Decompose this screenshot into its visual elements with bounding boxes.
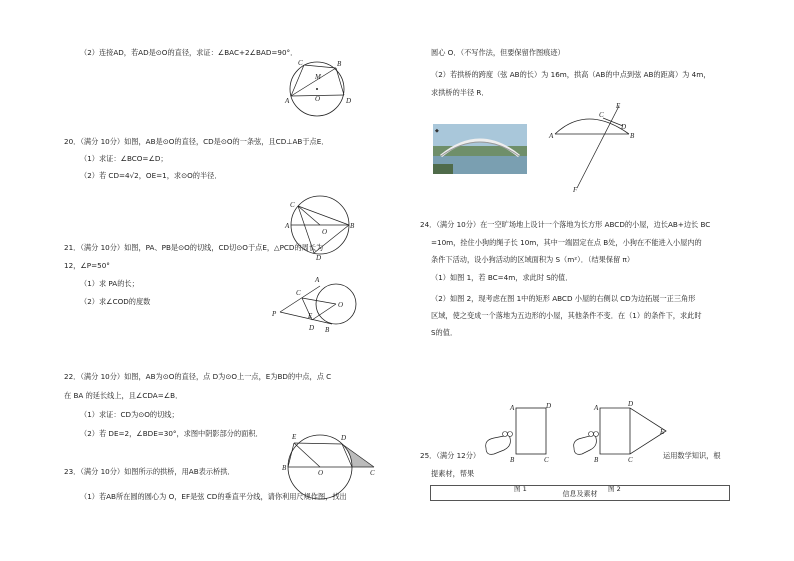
q23-figure [545,100,645,196]
svg-text:A: A [315,276,320,284]
q20-part2: （2）若 CD=4√2，OE=1，求⊙O的半径． [80,171,222,180]
svg-text:E: E [292,433,297,441]
svg-text:A: A [285,97,290,105]
svg-text:B: B [337,60,342,68]
q23-part1: （1）若AB所在圆的圆心为 O，EF是弦 CD的垂直平分线，请你利用尺规作图，找出 [80,492,347,501]
svg-text:D: D [341,434,347,442]
svg-text:A: A [594,404,599,412]
q21-part1: （1）求 PA的长； [80,279,139,288]
svg-text:D: D [316,254,322,262]
q19-figure [282,58,362,120]
bridge-photo [433,124,527,174]
q24-part1: （1）如图 1，若 BC=4m，求此时 S的值． [431,273,573,282]
q25-heading: 25．（满分 12分） [420,451,481,460]
svg-text:A: A [510,404,515,412]
svg-text:C: C [298,59,303,67]
q23-heading: 23．（满分 10分）如图所示的拱桥，用AB表示桥拱． [64,467,235,476]
q22-heading-line2: 在 BA 的延长线上，且∠CDA=∠B． [64,391,183,400]
svg-text:B: B [282,464,287,472]
svg-text:D: D [346,97,352,105]
q24-part2-line3: S的值． [431,328,458,337]
q22-part2: （2）若 DE=2，∠BDE=30°，求图中阴影部分的面积． [80,429,263,438]
fig1-caption: 图 1 [514,485,527,493]
svg-text:B: B [325,326,330,334]
q24-line3: 条件下活动，设小狗活动的区域面积为 S（m²）．（结果保留 π） [431,255,635,264]
svg-text:E: E [308,312,313,320]
svg-text:B: B [594,456,599,464]
q21-part2: （2）求∠COD的度数 [80,297,151,306]
q25-line2: 提素材，帮果 [431,469,475,478]
q20-heading: 20．（满分 10分）如图，AB是⊙O的直径，CD是⊙O的一条弦，且CD⊥AB于点E． [64,137,329,146]
q24-figure-1 [478,400,558,493]
q21-heading-line2: 12，∠P=50° [64,261,110,270]
svg-text:C: C [290,201,295,209]
svg-text:F: F [573,186,578,194]
svg-text:C: C [599,111,604,119]
q23-continued: 圆心 O．（不写作法，但要保留作图痕迹） [431,48,565,57]
svg-text:C: C [296,289,301,297]
svg-text:B: B [510,456,515,464]
q22-figure [282,430,378,478]
q24-line2: =10m，拴住小狗的绳子长 10m，其中一端固定在点 B处，小狗在不能进入小屋内的 [431,238,702,247]
svg-text:O: O [318,469,324,477]
q24-part2: （2）如图 2，现考虑在图 1中的矩形 ABCD 小屋的右侧以 CD为边拓展一正三角形 [431,294,696,303]
svg-text:O: O [322,228,328,236]
svg-text:D: D [621,123,627,131]
svg-text:P: P [272,310,277,318]
svg-text:E: E [660,428,665,436]
svg-text:C: C [628,456,633,464]
svg-text:E: E [616,102,621,110]
q25-heading-tail: 运用数学知识，根 [663,451,721,460]
q20-figure [282,192,355,262]
q23-part2-line2: 求拱桥的半径 R． [431,88,489,97]
q24-heading: 24．（满分 10分）在一空旷场地上设计一个落地为长方形 ABCD的小屋，边长AB+边长 BC [420,220,711,229]
fig2-caption: 图 2 [608,485,621,493]
svg-text:A: A [285,222,290,230]
svg-text:B: B [630,132,635,140]
svg-text:D: D [546,402,552,410]
info-material-label: 信息及素材 [562,490,598,498]
svg-text:C: C [544,456,549,464]
q22-part1: （1）求证：CD为⊙O的切线； [80,410,179,419]
q20-part1: （1）求证：∠BCO=∠D； [80,154,168,163]
q23-part2: （2）若拱桥的跨度（弦 AB的长）为 16m，拱高（AB的中点到弦 AB的距离）为 4m， [431,70,711,79]
svg-text:D: D [628,400,634,408]
svg-text:D: D [309,324,315,332]
svg-text:B: B [350,222,355,230]
q24-figure-2 [570,400,670,493]
info-material-box [430,485,730,501]
q19-part2: （2）连接AD，若AD是⊙O的直径，求证：∠BAC+2∠BAD=90°． [80,48,298,57]
svg-text:M: M [315,73,321,81]
q24-part2-line2: 区域，使之变成一个落地为五边形的小屋，其他条件不变．在（1）的条件下，求此时 [431,311,702,320]
q22-heading: 22．（满分 10分）如图，AB为⊙O的直径，点 D为⊙O上一点，E为BD的中点，点 C [64,372,332,381]
q21-heading: 21．（满分 10分）如图，PA、PB是⊙O的切线，CD切⊙O于点E，△PCD的周长为 [64,243,324,252]
svg-text:O: O [338,301,344,309]
q21-figure [272,272,362,336]
svg-text:A: A [549,132,554,140]
svg-text:C: C [370,469,375,477]
svg-text:◆: ◆ [435,128,439,134]
svg-text:O: O [315,95,321,103]
